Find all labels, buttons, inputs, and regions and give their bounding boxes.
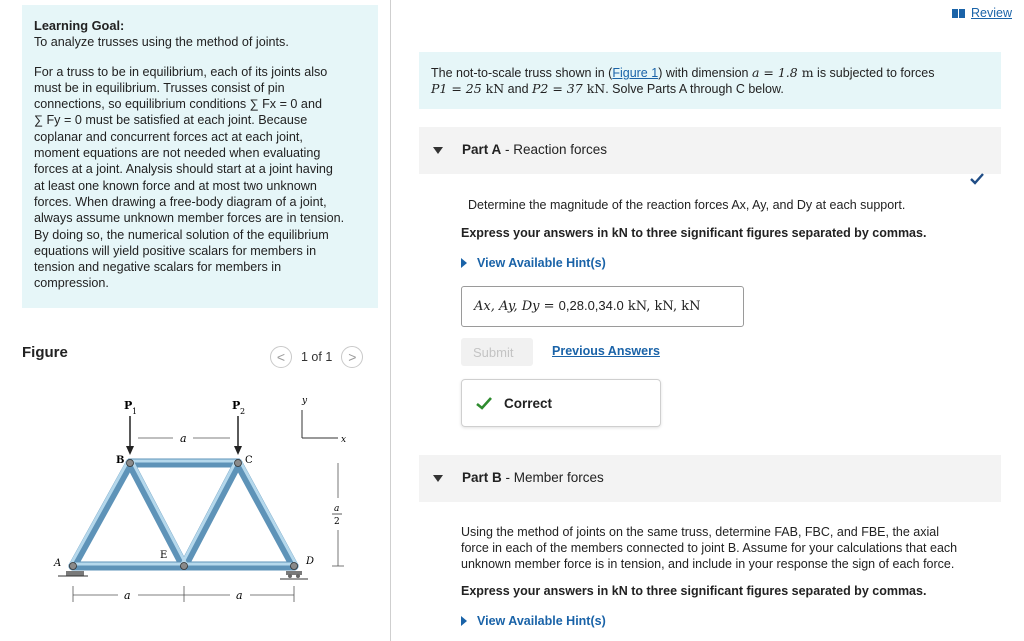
label-a-half-den: 2 bbox=[334, 517, 340, 527]
part-b-header[interactable] bbox=[419, 455, 1001, 502]
label-d: D bbox=[306, 556, 315, 567]
collapse-triangle-icon bbox=[433, 147, 443, 154]
member-cd bbox=[238, 463, 294, 566]
label-a-top: a bbox=[180, 432, 187, 445]
label-a-half-num: a bbox=[334, 504, 340, 514]
label-p1-sub: 1 bbox=[132, 407, 138, 416]
part-b-question-line: Using the method of joints on the same truss, determine FAB, FBC, and FBE, the axial bbox=[461, 525, 940, 539]
correct-check-icon bbox=[476, 397, 492, 410]
goal-line: compression. bbox=[34, 276, 109, 291]
part-a-header[interactable] bbox=[419, 127, 1001, 174]
answer-value: 0,28.0,34.0 bbox=[558, 298, 624, 313]
support-a bbox=[66, 571, 84, 576]
part-a-instructions: Express your answers in kN to three significant figures separated by commas. bbox=[461, 226, 927, 240]
label-a: A bbox=[54, 558, 62, 569]
truss-diagram bbox=[40, 388, 360, 618]
figure-header bbox=[22, 342, 378, 372]
unit-kn: kN bbox=[582, 81, 606, 96]
problem-text: and bbox=[504, 82, 533, 96]
previous-answers-link[interactable]: Previous Answers bbox=[552, 344, 660, 358]
label-a-right: a bbox=[236, 589, 243, 602]
right-column bbox=[391, 0, 1024, 641]
joint-b bbox=[127, 460, 134, 467]
part-b-question-line: force in each of the members connected to joint B. Assume for your calculations that each bbox=[461, 541, 958, 555]
figure-page-indicator: 1 of 1 bbox=[301, 350, 333, 364]
roller-d bbox=[296, 574, 300, 578]
part-a-title: Part A - Reaction forces bbox=[462, 142, 608, 157]
problem-statement bbox=[419, 52, 1001, 109]
label-y: y bbox=[302, 396, 308, 406]
force-p2: P2 = 37 bbox=[532, 81, 583, 96]
load-arrowhead-p1 bbox=[126, 446, 134, 455]
joint-d bbox=[291, 563, 298, 570]
answer-units: kN, kN, kN bbox=[623, 299, 701, 314]
learning-goal-heading: Learning Goal: bbox=[34, 18, 125, 33]
goal-line: By doing so, the numerical solution of the equilibrium bbox=[34, 227, 329, 242]
goal-line: ∑ Fy = 0 must be satisfied at each joint. Because bbox=[34, 113, 308, 128]
goal-line: coplanar and concurrent forces act at each joint, bbox=[34, 129, 303, 144]
checkmark-icon bbox=[969, 172, 985, 186]
correct-feedback: Correct bbox=[461, 379, 661, 427]
part-a-hint-link[interactable]: View Available Hint(s) bbox=[461, 256, 606, 270]
goal-line: forces. When drawing a free-body diagram of a joint, bbox=[34, 194, 327, 209]
label-p2-sub: 2 bbox=[240, 407, 246, 416]
goal-line: always assume unknown member forces are in tension. bbox=[34, 211, 345, 226]
part-a-question: Determine the magnitude of the reaction forces Ax, Ay, and Dy at each support. bbox=[468, 198, 906, 212]
learning-goal-subtitle: To analyze trusses using the method of joints. bbox=[34, 35, 289, 50]
figure-title: Figure bbox=[22, 344, 68, 361]
goal-line: tension and negative scalars for members in bbox=[34, 260, 282, 275]
truss-figure[interactable] bbox=[40, 388, 360, 618]
unit-kn: kN bbox=[481, 81, 505, 96]
goal-line: equations will yield positive scalars for members in bbox=[34, 243, 317, 258]
review-label: Review bbox=[971, 6, 1012, 20]
expand-triangle-icon bbox=[461, 258, 467, 268]
answer-lhs: Ax, Ay, Dy = bbox=[474, 299, 559, 314]
member-ab bbox=[73, 463, 130, 566]
label-e: E bbox=[160, 550, 168, 561]
next-figure-button[interactable]: > bbox=[341, 346, 363, 368]
goal-line: at least one known force and at most two unknown bbox=[34, 178, 317, 193]
label-p1: P bbox=[124, 399, 133, 412]
part-b-question-line: unknown member force is in tension, and include in your response the sign of each force. bbox=[461, 557, 955, 571]
submit-button[interactable]: Submit bbox=[461, 338, 533, 366]
collapse-triangle-icon bbox=[433, 475, 443, 482]
truss-members bbox=[73, 463, 294, 566]
review-link[interactable] bbox=[952, 6, 1012, 20]
problem-text: . Solve Parts A through C below. bbox=[605, 82, 784, 96]
problem-text: The not-to-scale truss shown in ( bbox=[431, 66, 613, 80]
part-b-instructions: Express your answers in kN to three significant figures separated by commas. bbox=[461, 584, 927, 598]
figure-link[interactable]: Figure 1 bbox=[612, 66, 659, 80]
review-icon bbox=[952, 9, 965, 18]
joint-a bbox=[70, 563, 77, 570]
label-x: x bbox=[341, 435, 347, 445]
label-b: B bbox=[116, 455, 125, 466]
support-d bbox=[286, 571, 302, 575]
goal-line: moment equations are not needed when evaluating bbox=[34, 146, 321, 161]
goal-line: must be in equilibrium. Trusses consist of pin bbox=[34, 80, 285, 95]
member-be bbox=[130, 463, 184, 566]
part-b-hint-link[interactable]: View Available Hint(s) bbox=[461, 614, 606, 628]
label-a-left: a bbox=[124, 589, 131, 602]
dimension-a: a = 1.8 bbox=[751, 65, 798, 80]
joint-e bbox=[181, 563, 188, 570]
roller-d bbox=[288, 574, 292, 578]
member-ec bbox=[184, 463, 238, 566]
learning-goal-panel bbox=[22, 5, 378, 308]
force-p1: P1 = 25 bbox=[431, 81, 482, 96]
part-b-title: Part B - Member forces bbox=[462, 470, 604, 485]
expand-triangle-icon bbox=[461, 616, 467, 626]
unit-m: m bbox=[797, 65, 814, 80]
load-arrowhead-p2 bbox=[234, 446, 242, 455]
label-c: C bbox=[245, 455, 253, 466]
part-a-answer-field[interactable] bbox=[461, 286, 744, 327]
goal-line: For a truss to be in equilibrium, each of its joints also bbox=[34, 64, 328, 79]
joint-c bbox=[235, 460, 242, 467]
problem-text: ) with dimension bbox=[658, 66, 752, 80]
left-column bbox=[0, 0, 390, 641]
prev-figure-button[interactable]: < bbox=[270, 346, 292, 368]
label-p2: P bbox=[232, 399, 241, 412]
goal-line: forces at a joint. Analysis should start at a joint having bbox=[34, 162, 333, 177]
figure-pager bbox=[270, 346, 363, 368]
goal-line: connections, so equilibrium conditions ∑ Fx = 0 and bbox=[34, 97, 322, 112]
problem-text: is subjected to forces bbox=[813, 66, 935, 80]
